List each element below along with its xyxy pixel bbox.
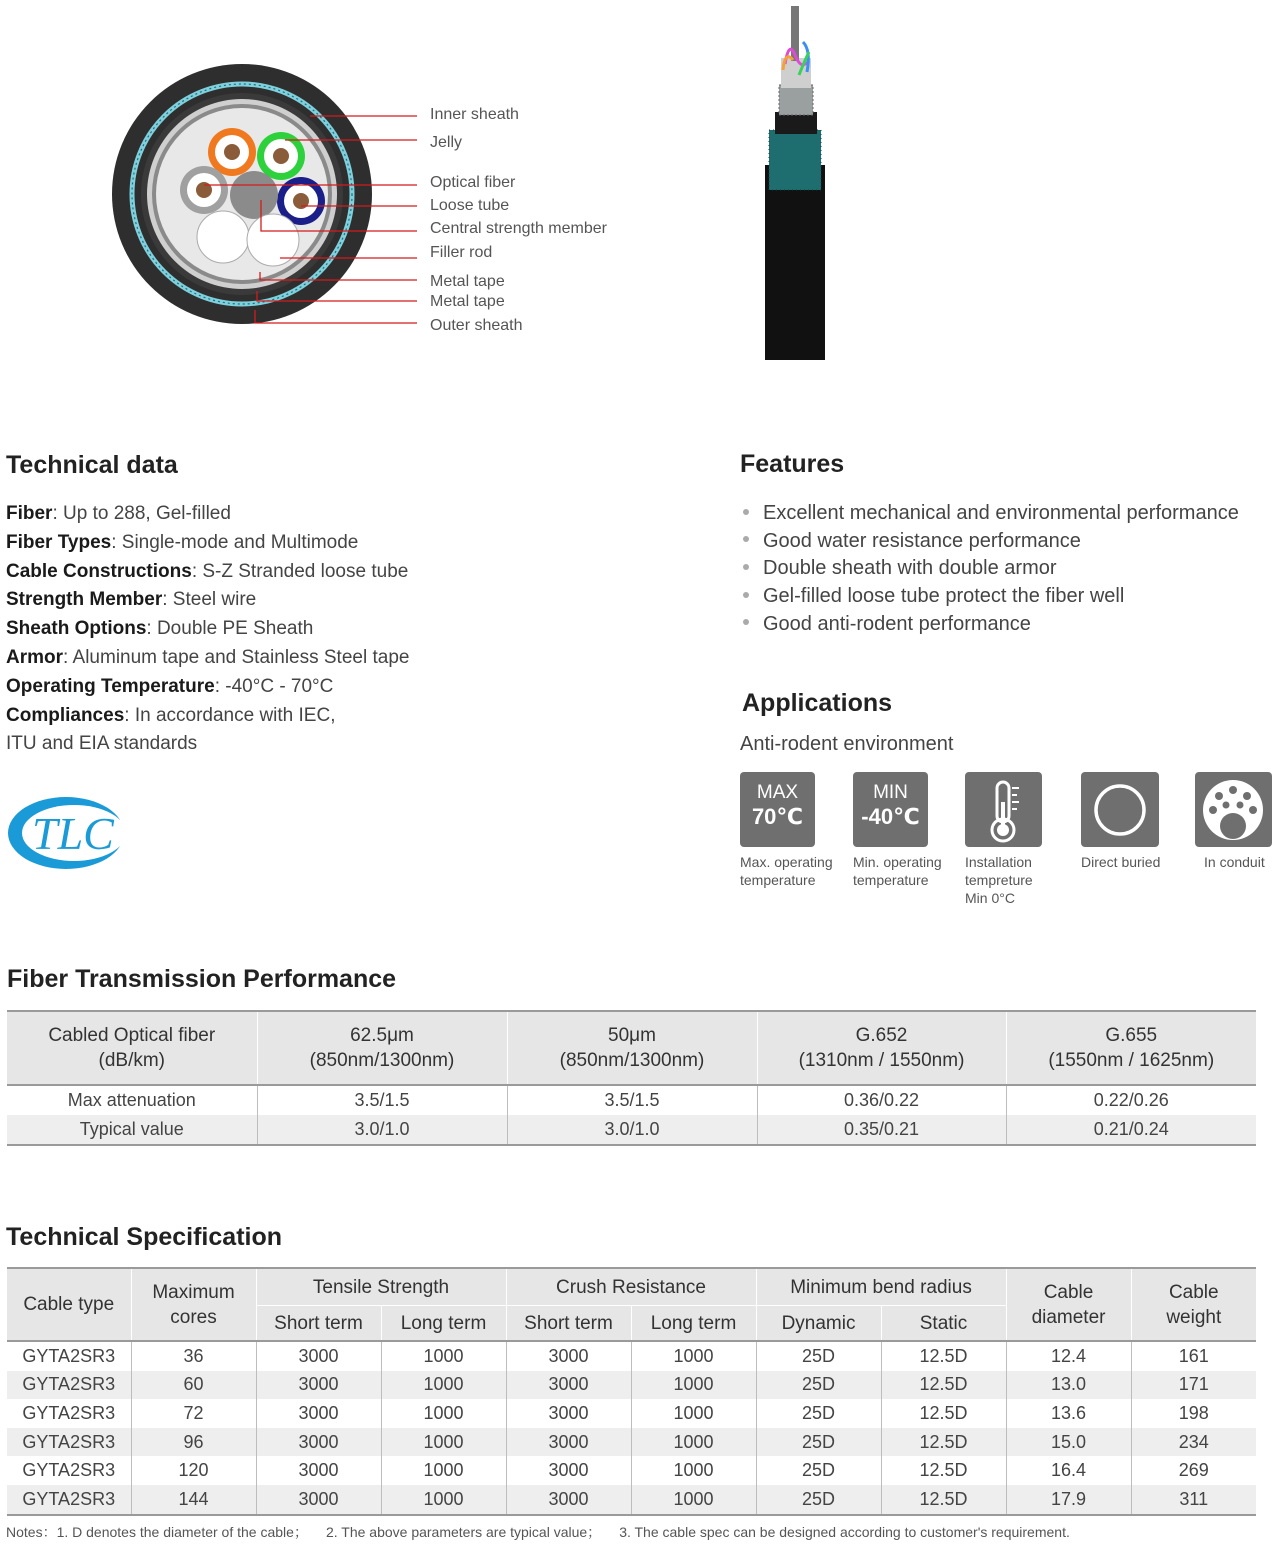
header-bend-dynamic: Dynamic <box>756 1306 881 1342</box>
table-cell: 36 <box>131 1341 256 1371</box>
tech-spec-title: Technical Specification <box>6 1223 283 1251</box>
table-cell: 1000 <box>631 1371 756 1400</box>
table-cell: 25D <box>756 1428 881 1457</box>
table-cell: 25D <box>756 1456 881 1485</box>
table-row: Typical value 3.0/1.0 3.0/1.0 0.35/0.21 0.21/0.24 <box>7 1115 1256 1145</box>
table-cell: 3000 <box>256 1485 381 1515</box>
header-crush-long-term: Long term <box>631 1306 756 1342</box>
label-outer-sheath: Outer sheath <box>430 317 523 334</box>
table-cell: 234 <box>1131 1428 1256 1457</box>
feature-item: Good anti-rodent performance <box>740 611 1239 639</box>
table-cell: 17.9 <box>1006 1485 1131 1515</box>
notes: Notes：1. D denotes the diameter of the cable； 2. The above parameters are typical value； 3. The cable spec can be designed according to customer's requirement. <box>6 1524 1070 1540</box>
header-cable-weight: Cable weight <box>1131 1268 1256 1341</box>
fiber-performance-title: Fiber Transmission Performance <box>7 965 397 993</box>
label-metal-tape-2: Metal tape <box>430 293 505 310</box>
table-cell: 3000 <box>256 1428 381 1457</box>
tech-row-armor: Armor: Aluminum tape and Stainless Steel tape <box>6 646 410 668</box>
table-cell: 12.5D <box>881 1341 1006 1371</box>
technical-data-list <box>6 500 706 759</box>
direct-buried-caption: Direct buried <box>1081 854 1161 870</box>
label-filler-rod: Filler rod <box>430 244 493 261</box>
bullet-icon <box>743 536 749 542</box>
header-g655: G.655 (1550nm / 1625nm) <box>1006 1011 1256 1085</box>
header-max-cores: Maximum cores <box>131 1268 256 1341</box>
bullet-icon <box>743 592 749 598</box>
table-cell: 1000 <box>381 1485 506 1515</box>
feature-item: Gel-filled loose tube protect the fiber well <box>740 583 1239 611</box>
table-cell: 25D <box>756 1371 881 1400</box>
table-cell: 1000 <box>631 1456 756 1485</box>
max-temp-caption: Max. operating temperature <box>740 854 833 888</box>
tech-row-compliances: Compliances: In accordance with IEC, <box>6 704 336 726</box>
table-cell: 12.4 <box>1006 1341 1131 1371</box>
fiber-performance-table <box>7 1010 1256 1146</box>
table-cell: 1000 <box>631 1341 756 1371</box>
table-row: Max attenuation 3.5/1.5 3.5/1.5 0.36/0.22 0.22/0.26 <box>7 1085 1256 1115</box>
table-cell: 3000 <box>506 1456 631 1485</box>
thermometer-icon <box>965 772 1042 847</box>
table-cell: 16.4 <box>1006 1456 1131 1485</box>
table-row <box>7 1485 1256 1515</box>
header-cable-type: Cable type <box>7 1268 131 1341</box>
table-cell: 3000 <box>256 1399 381 1428</box>
table-cell: GYTA2SR3 <box>22 1402 116 1423</box>
max-temp-icon: MAX 70℃ <box>740 772 815 847</box>
table-cell: 3000 <box>256 1341 381 1371</box>
table-cell: 13.0 <box>1006 1371 1131 1400</box>
table-cell: 12.5D <box>881 1456 1006 1485</box>
table-row <box>7 1341 1256 1371</box>
applications-title: Applications <box>742 689 893 717</box>
technical-data-title: Technical data <box>6 451 178 479</box>
bullet-icon <box>743 509 749 515</box>
tech-row-sheath-options: Sheath Options: Double PE Sheath <box>6 618 314 640</box>
table-cell: 3000 <box>256 1371 381 1400</box>
header-crush-short-term: Short term <box>506 1306 631 1342</box>
header-g652: G.652 (1310nm / 1550nm) <box>757 1011 1006 1085</box>
label-optical-fiber: Optical fiber <box>430 174 516 191</box>
table-cell: 198 <box>1131 1399 1256 1428</box>
table-cell: GYTA2SR3 <box>22 1431 116 1452</box>
table-cell: 60 <box>131 1371 256 1400</box>
tlc-logo-text: TLC <box>32 808 114 859</box>
table-cell: 311 <box>1131 1485 1256 1515</box>
header-62-5um: 62.5μm (850nm/1300nm) <box>257 1011 507 1085</box>
installation-temp-caption: Installation tempreture Min 0°C <box>965 854 1033 906</box>
label-central-strength-member: Central strength member <box>430 220 607 237</box>
header-crush-resistance: Crush Resistance <box>506 1268 756 1306</box>
table-cell: 25D <box>756 1341 881 1371</box>
applications-text: Anti-rodent environment <box>740 733 954 755</box>
header-cable-diameter: Cable diameter <box>1006 1268 1131 1341</box>
header-bend-static: Static <box>881 1306 1006 1342</box>
table-row <box>7 1399 1256 1428</box>
in-conduit-icon <box>1195 772 1272 847</box>
tech-row-operating-temperature: Operating Temperature: -40°C - 70°C <box>6 675 334 697</box>
header-min-bend-radius: Minimum bend radius <box>756 1268 1006 1306</box>
table-cell: 25D <box>756 1485 881 1515</box>
header-50um: 50μm (850nm/1300nm) <box>507 1011 757 1085</box>
label-inner-sheath: Inner sheath <box>430 106 519 123</box>
table-cell: 3000 <box>506 1341 631 1371</box>
label-loose-tube: Loose tube <box>430 197 510 214</box>
table-cell: 161 <box>1131 1341 1256 1371</box>
table-cell: 3000 <box>506 1428 631 1457</box>
table-cell: GYTA2SR3 <box>22 1488 116 1509</box>
features-title: Features <box>740 450 845 478</box>
tlc-logo <box>6 795 131 875</box>
table-cell: GYTA2SR3 <box>22 1374 116 1395</box>
table-cell: 144 <box>131 1485 256 1515</box>
cable-photo <box>755 0 835 362</box>
table-cell: 12.5D <box>881 1485 1006 1515</box>
table-cell: 3000 <box>506 1399 631 1428</box>
direct-buried-icon <box>1081 772 1159 847</box>
table-cell: 72 <box>131 1399 256 1428</box>
table-cell: 12.5D <box>881 1371 1006 1400</box>
tech-row-compliances-continued: ITU and EIA standards <box>6 733 198 755</box>
table-cell: 1000 <box>631 1485 756 1515</box>
table-cell: 12.5D <box>881 1428 1006 1457</box>
min-temp-icon: MIN -40℃ <box>853 772 928 847</box>
table-cell: 3000 <box>506 1371 631 1400</box>
tech-row-strength-member: Strength Member: Steel wire <box>6 589 257 611</box>
table-cell: 25D <box>756 1399 881 1428</box>
feature-item: Excellent mechanical and environmental performance <box>740 500 1239 528</box>
table-cell: 120 <box>131 1456 256 1485</box>
table-cell: 3000 <box>256 1456 381 1485</box>
table-cell: 1000 <box>381 1371 506 1400</box>
table-cell: 171 <box>1131 1371 1256 1400</box>
tech-spec-body <box>7 1341 1256 1515</box>
table-cell: 1000 <box>381 1456 506 1485</box>
table-cell: GYTA2SR3 <box>22 1345 116 1366</box>
table-cell: 96 <box>131 1428 256 1457</box>
table-cell: 1000 <box>381 1341 506 1371</box>
table-cell: 12.5D <box>881 1399 1006 1428</box>
header-cabled-optical-fiber: Cabled Optical fiber (dB/km) <box>7 1011 257 1085</box>
header-tensile-strength: Tensile Strength <box>256 1268 506 1306</box>
table-cell: 1000 <box>631 1399 756 1428</box>
bullet-icon <box>743 564 749 570</box>
cable-cross-section-diagram <box>110 60 430 335</box>
table-row <box>7 1456 1256 1485</box>
table-cell: 1000 <box>381 1399 506 1428</box>
feature-item: Double sheath with double armor <box>740 555 1239 583</box>
min-temp-caption: Min. operating temperature <box>853 854 942 888</box>
header-tensile-long-term: Long term <box>381 1306 506 1342</box>
table-cell: 13.6 <box>1006 1399 1131 1428</box>
table-row <box>7 1371 1256 1400</box>
table-cell: 269 <box>1131 1456 1256 1485</box>
features-list <box>740 500 1239 638</box>
tech-row-fiber-types: Fiber Types: Single-mode and Multimode <box>6 531 359 553</box>
table-cell: 1000 <box>631 1428 756 1457</box>
label-metal-tape: Metal tape <box>430 273 505 290</box>
table-cell: 1000 <box>381 1428 506 1457</box>
in-conduit-caption: In conduit <box>1204 854 1265 870</box>
table-row <box>7 1428 1256 1457</box>
table-cell: 3000 <box>506 1485 631 1515</box>
bullet-icon <box>743 619 749 625</box>
label-jelly: Jelly <box>430 134 463 151</box>
tech-row-fiber: Fiber: Up to 288, Gel-filled <box>6 503 231 524</box>
header-tensile-short-term: Short term <box>256 1306 381 1342</box>
tech-row-cable-constructions: Cable Constructions: S-Z Stranded loose tube <box>6 560 409 582</box>
table-cell: 15.0 <box>1006 1428 1131 1457</box>
feature-item: Good water resistance performance <box>740 528 1239 556</box>
table-cell: GYTA2SR3 <box>22 1460 116 1481</box>
tech-spec-table <box>7 1267 1256 1516</box>
